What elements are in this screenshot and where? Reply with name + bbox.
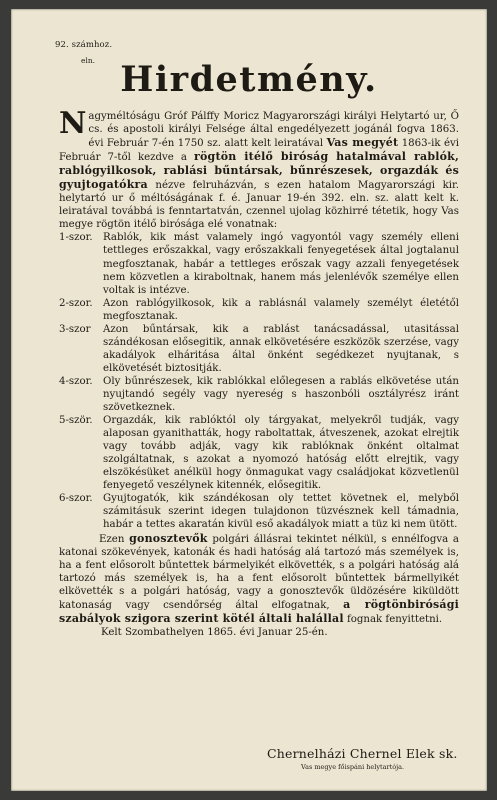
reference-number: 92. számhoz.	[55, 40, 113, 50]
item-text: Gyujtogatók, kik szándékosan oly tettet követnek el, melyből számitásuk szerint idegen tulajdonon tüzvésznek kell támadnia, habár a tettes akaratán kivül eső akadályok miatt a tüz ki nem ütött.	[103, 493, 459, 531]
closing-emphasis-1: gonosztevők	[129, 531, 208, 545]
notice-sheet	[11, 9, 487, 791]
issue-date: Kelt Szombathelyen 1865. évi Januar 25-én.	[101, 626, 328, 638]
list-item	[59, 297, 459, 323]
signature-role: Vas megye főispáni helytartója.	[301, 763, 405, 771]
intro-paragraph	[59, 106, 459, 231]
closing-text-3: fognak fenyittetni.	[343, 613, 443, 625]
item-text: Rablók, kik mást valamely ingó vagyontól vagy személy elleni tettleges erőszakkal, vagy erőszakkali fenyegetések által jogtalanul megfosztanak, habár a tettleges erőszak vagy azzali fenyegetések nem közvetlen a kiraboltnak, hanem más jelenlévők személye ellen voltak is intézve.	[103, 232, 459, 296]
item-label: 6-szor.	[59, 493, 93, 505]
item-text: Oly bűnrészesek, kik rablókkal előlegesen a rablás elkövetése után nyujtandó segély vagy nyereség s haszonbóli osztályrész iránt szövetkeznek.	[103, 375, 459, 414]
reference-eln: eln.	[81, 56, 96, 65]
item-label: 4-szor.	[59, 375, 93, 387]
closing-emphasis-2: a rögtönbirósági szabályok szigora szerint kötél általi halállal	[59, 597, 459, 625]
closing-text-2: polgári állásrai tekintet nélkül, s ennélfogva a katonai szökevények, katonák és hadi hatóság alá tartozó más személyek is, ha a fent elősorolt bűntettek bármelyikét elkövették, s a polgári hatóság alá tartozó más személyek is, ha a fent elősorolt bűntettek bármellyikét elkövették s a polgári hatóság, vagy a gonosztevők üldözésére kiküldött katonaság vagy csendőrség által elfogatnak,	[59, 533, 459, 611]
page-title: Hirdetmény.	[120, 59, 378, 100]
list-item	[59, 231, 459, 296]
list-item	[59, 492, 459, 531]
intro-emphasis-1: Vas megyét	[326, 136, 399, 150]
notice-body	[59, 106, 459, 639]
intro-text-1: agyméltóságu Gróf Pálffy Moricz Magyarországi királyi Helytartó ur, Ő cs. és apostoli királyi Felsége által engedélyezett jogánál fogva 1863. évi Február 7-én 1750 sz. alatt kelt leiratával	[88, 111, 459, 150]
item-text: Orgazdák, kik rablóktól oly tárgyakat, melyekről tudják, vagy alaposan gyanithatták, hogy raboltattak, átveszenek, azokat elrejtik vagy tovább adják, vagy kik rablóknak önként oltalmat szolgáltatnak, s azokat a nyomozó hatóság előtt elrejtik, vagy elszökésüket anélkül hogy önmagukat vagy családjokat közvetlenül fenyegető veszélynek kitennék, elősegitik.	[103, 415, 459, 492]
intro-text-2: 1863-ik évi Február 7-től kezdve a	[59, 138, 459, 164]
drop-cap: N	[59, 106, 87, 141]
item-label: 5-ször.	[59, 415, 93, 427]
item-label: 2-szor.	[59, 297, 93, 309]
closing-paragraph	[59, 532, 459, 626]
signature-name: Chernelházi Chernel Elek sk.	[267, 746, 458, 761]
intro-text-3: nézve felruházván, s ezen hatalom Magyarországi kir. helytartó ur ő méltóságának f. é. Januar 19-én 392. eln. sz. alatt kelt k. leiratával továbbá is fenntartatván, czennel ujolag közhirré tétetik, hogy Vas megye rögtön itélő birósága elé vonatnak:	[59, 180, 459, 231]
item-label: 1-szor.	[59, 232, 93, 244]
item-text: Azon bűntársak, kik a rablást tanácsadással, utasitással szándékosan elősegitik, annak elkövetésére eszközök szerzése, vagy akadályok elháritása által önként segédkezet nyujtanak, s elkövetését biztositják.	[103, 323, 459, 374]
list-item	[59, 323, 459, 375]
closing-text-1: Ezen	[99, 533, 130, 545]
item-label: 3-szor	[59, 323, 91, 335]
item-text: Azon rablógyilkosok, kik a rablásnál valamely személyt életétől megfosztanak.	[103, 297, 459, 322]
list-item	[59, 375, 459, 414]
list-item	[59, 414, 459, 492]
intro-emphasis-2: rögtön itélő biróság hatalmával rablók, rablógyilkosok, rablási bűntársak, bűnrészesek, orgazdák és gyujtogatókra	[59, 150, 459, 192]
